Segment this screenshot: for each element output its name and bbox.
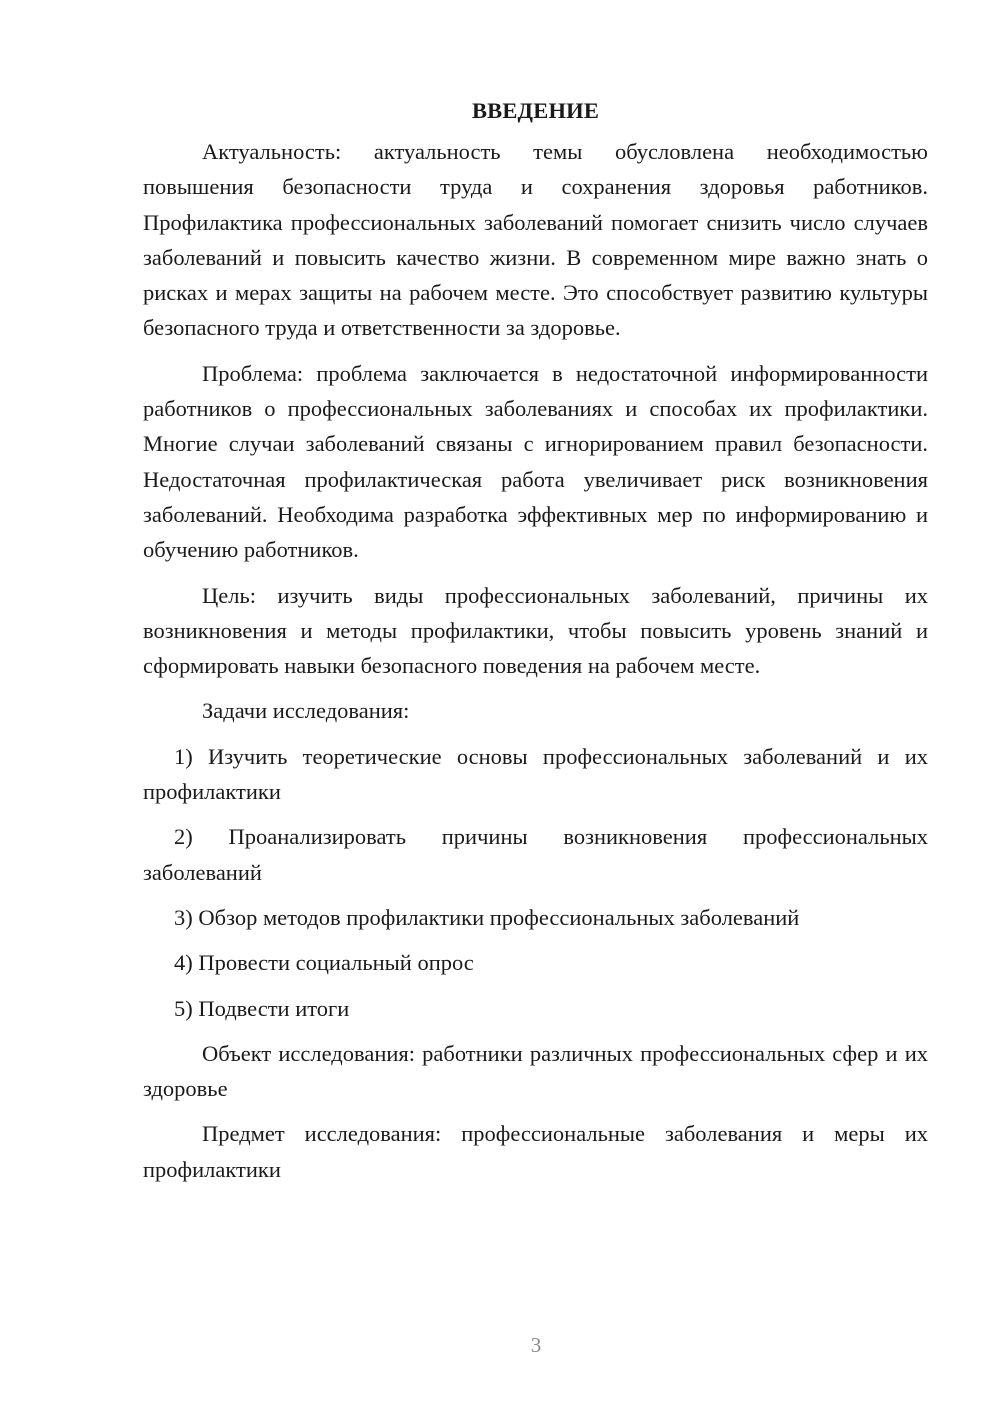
task-item-4: 4) Провести социальный опрос xyxy=(174,950,474,976)
task-item-3: 3) Обзор методов профилактики профессиональных заболеваний xyxy=(174,904,800,930)
document-page xyxy=(143,96,928,1197)
page-number: 3 xyxy=(530,1333,542,1357)
goal-paragraph: Цель: изучить виды профессиональных заболеваний, причины их возникновения и методы профилактики, чтобы повысить уровень знаний и сформировать навыки безопасного поведения на рабочем месте. xyxy=(143,582,928,679)
task-item-1: 1) Изучить теоретические основы профессиональных заболеваний и их профилактики xyxy=(143,743,928,805)
task-item-5: 5) Подвести итоги xyxy=(174,995,350,1021)
research-subject-paragraph: Предмет исследования: профессиональные заболевания и меры их профилактики xyxy=(143,1121,928,1182)
relevance-paragraph: Актуальность: актуальность темы обусловлена необходимостью повышения безопасности труда и сохранения здоровья работников. Профилактика профессиональных заболеваний помогает снизить число случаев заболеваний и повысить качество жизни. В современном мире важно знать о рисках и мерах защиты на рабочем месте. Это способствует развитию культуры безопасного труда и ответственности за здоровье. xyxy=(143,139,928,341)
problem-paragraph: Проблема: проблема заключается в недостаточной информированности работников о профессиональных заболеваниях и способах их профилактики. Многие случаи заболеваний связаны с игнорированием правил безопасности. Недостаточная профилактическая работа увеличивает риск возникновения заболеваний. Необходима разработка эффективных мер по информированию и обучению работников. xyxy=(143,360,928,563)
task-item-2: 2) Проанализировать причины возникновения профессиональных заболеваний xyxy=(143,824,928,885)
research-object-paragraph: Объект исследования: работники различных профессиональных сфер и их здоровье xyxy=(143,1040,928,1102)
page-title: ВВЕДЕНИЕ xyxy=(471,98,600,123)
tasks-heading: Задачи исследования: xyxy=(202,698,410,724)
